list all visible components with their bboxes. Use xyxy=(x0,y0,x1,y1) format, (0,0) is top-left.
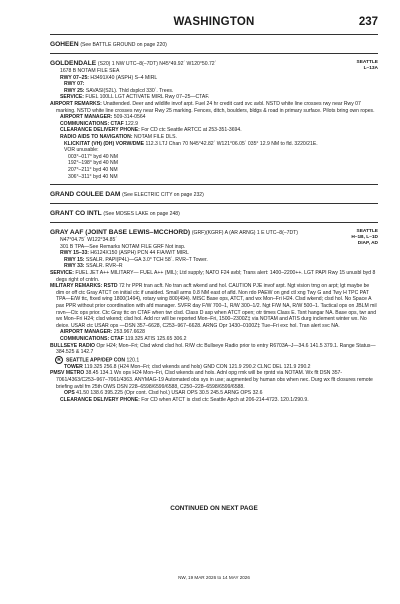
detail-line xyxy=(50,257,378,264)
detail-text: 120.1 xyxy=(125,357,140,364)
detail-label: MILITARY REMARKS: RSTD xyxy=(50,283,118,290)
detail-label: BULLSEYE RADIO xyxy=(50,342,95,349)
detail-label: OPS xyxy=(64,390,75,397)
entry-divider xyxy=(50,184,378,185)
position-line: N47°04.75´ W122°34.85´ xyxy=(60,237,118,244)
detail-label: RWY 07: xyxy=(64,81,85,88)
detail-line xyxy=(50,356,378,364)
airport-details xyxy=(50,250,378,403)
detail-text: SSALR. PAPI(P4L)—GA 3.0° TCH 58´. RVR–T Tower. xyxy=(84,256,208,263)
vor-unusable-line: 207°–211° byd 40 NM xyxy=(68,166,118,173)
vor-unusable-line: 192°–198° byd 40 NM xyxy=(68,160,118,167)
detail-line xyxy=(50,114,378,121)
vor-unusable-line: 306°–311° byd 40 NM xyxy=(68,173,118,180)
vor-unusable-line: VOR unusable: xyxy=(64,147,99,154)
elevation-line: 301 B TPA—See Remarks NOTAM FILE GRF Not insp. xyxy=(60,243,186,250)
detail-line xyxy=(50,364,378,371)
detail-text: FUEL JET A++ MILITARY— FUEL A++ (MIL); Ltd supply; NATO F24 avbl; Trans alert: 1400–2200++. LGT PAPI Rwy 15 unusbl byd 8 degs right of cntrln. xyxy=(56,270,376,283)
detail-label: COMMUNICATIONS: CTAF xyxy=(60,336,124,342)
detail-label: PMSV METRO xyxy=(50,370,85,377)
detail-label: SEATTLE APP/DEP CON xyxy=(66,357,126,364)
detail-text: 38.45 134.1 Wx ops H24 Mon–Fri, Clsd wkends and hols. Adnl opg rmk will be rpntd via NOTAM. Wx flt DSN 357-7061/4363/C253–967–7061/4363. ANYMAG-19 Automated obs sys in use; augmented by human obs when nec. Durg wx flt closures remote briefing avbl fm 25th OWS DSN 228–6598/6599/6588, C250–228–6598/6599/6588. xyxy=(56,370,373,390)
detail-text: For CD when ATCT is clsd ctc Seattle Apch at 206-214-4723. 120.1/290.9. xyxy=(139,396,309,403)
detail-line xyxy=(50,127,378,134)
page-header xyxy=(50,16,378,34)
entry-grand-coulee-dam xyxy=(50,191,378,199)
detail-line xyxy=(50,94,378,101)
detail-label: RWY 25: xyxy=(64,87,85,94)
detail-label: SERVICE: xyxy=(50,270,74,277)
detail-line xyxy=(50,75,378,82)
cross-reference: (See ELECTRIC CITY on page 232) xyxy=(122,192,204,199)
detail-line xyxy=(50,397,378,404)
detail-text: 122.9 xyxy=(123,120,138,127)
airport-details xyxy=(50,75,378,148)
detail-line xyxy=(50,343,378,356)
detail-text: Unattended. Deer and wildlife invof arpt. Fuel 24 hr credit card svc avbl. NSTD white line crosses rwy near Rwy 07 marking. NSTD white line crosses rwy near Rwy 25 marking. Fences, ditch, boulders, bldgs & road in primary surface. Pilots bring own ropes. xyxy=(56,100,375,114)
chart-reference: SEATTLE L–13A xyxy=(356,60,378,71)
detail-text: For CD ctc Seattle ARTCC at 253-351-3694. xyxy=(139,127,242,134)
header-rule xyxy=(50,34,378,35)
detail-text: 112.3 LTJ Chan 70 N45°42.82´ W121°06.05´ 035° 12.9 NM to fld. 3220/21E. xyxy=(144,140,318,147)
detail-label: RWY 07–25: xyxy=(60,74,89,81)
detail-line xyxy=(50,81,378,88)
detail-line xyxy=(50,329,378,336)
radar-circle-icon: R xyxy=(55,356,63,364)
page-content xyxy=(50,41,378,405)
detail-text: SAVASI(S2L). Thld dsplcd 330´. Trees. xyxy=(84,87,174,94)
detail-line xyxy=(50,283,378,329)
detail-line xyxy=(50,370,378,390)
entry-divider xyxy=(50,222,378,223)
detail-text: 41.50 138.6 395.225 (Opr cont. Clsd hol.) USAR OPS 30.5 245.5 ARNG OPS 32.6 xyxy=(74,390,263,397)
airport-name: GOLDENDALE xyxy=(50,60,97,67)
detail-text: 119.325 ATIS 125.65 306.2 xyxy=(123,336,187,342)
cross-reference: (See BATTLE GROUND on page 220) xyxy=(80,42,167,48)
detail-label: RWY 15–33: xyxy=(60,250,89,257)
airport-name: GRANT CO INTL xyxy=(50,210,102,218)
vor-unusable xyxy=(50,147,378,180)
cross-reference: (See MOSES LAKE on page 248) xyxy=(103,211,180,218)
detail-line xyxy=(50,263,378,270)
detail-text: 253.967.6628 xyxy=(112,329,145,336)
detail-text: Opr H24; Mon–Fri; Clsd wknd clsd hol. R/W ctc Bullseye Radio prior to entry R6703A–J—34.6 141.5 379.1. Range Status—384.525 & 142.7 xyxy=(56,342,376,356)
detail-label: RWY 15: xyxy=(64,256,85,263)
detail-label: COMMUNICATIONS: CTAF xyxy=(60,120,124,127)
airport-name: GOHEEN xyxy=(50,41,79,48)
detail-label: TOWER xyxy=(64,363,83,370)
detail-text: H6124X150 (ASPH) PCN 44 F/A/W/T MIRL xyxy=(88,250,189,257)
entry-divider xyxy=(50,203,378,204)
detail-line xyxy=(50,270,378,283)
airport-ident: (S20) 1 NW UTC–8(–7DT) N45°49.92´ W120°50.72´ xyxy=(97,61,217,67)
detail-text: NOTAM FILE DLS. xyxy=(132,133,177,140)
vor-unusable-line: 003°–017° byd 40 NM xyxy=(68,153,118,160)
detail-label: RADIO AIDS TO NAVIGATION: xyxy=(60,133,133,140)
chart-reference: SEATTLE H–1B, L–1D DIAP, AD xyxy=(351,229,378,247)
detail-text: SSALR. RVR–R xyxy=(84,263,123,270)
detail-text: 119.325 256.8 (H24 Mon–Fri; clsd wkends and hols) GND CON 121.9 290.2 CLNC DEL 121.9 290.2 xyxy=(82,363,311,370)
detail-label: AIRPORT MANAGER: xyxy=(60,114,113,121)
detail-line xyxy=(50,336,378,343)
detail-line xyxy=(50,134,378,141)
detail-text: 509-314-0564 xyxy=(112,114,146,121)
detail-line xyxy=(50,141,378,148)
airport-name: GRAND COULEE DAM xyxy=(50,191,121,199)
entry-gray-aaf xyxy=(50,229,378,403)
entry-goldendale xyxy=(50,60,378,180)
detail-line xyxy=(50,390,378,397)
detail-line xyxy=(50,101,378,114)
detail-line xyxy=(50,121,378,128)
state-title: WASHINGTON xyxy=(173,16,255,28)
detail-label: AIRPORT REMARKS: xyxy=(50,100,102,107)
detail-label: CLEARANCE DELIVERY PHONE: xyxy=(60,127,140,134)
detail-line xyxy=(50,88,378,95)
effective-dates: NW, 19 MAR 2026 to 14 MAY 2026 xyxy=(178,575,250,580)
detail-text: FUEL 100LL LGT ACTIVATE MIRL Rwy 07–25—CTAF. xyxy=(83,94,210,101)
elevation-line: 1678 B NOTAM FILE SEA xyxy=(60,68,120,74)
airport-name: GRAY AAF (JOINT BASE LEWIS–MCCHORD) xyxy=(50,229,191,237)
entry-goheen xyxy=(50,41,378,49)
detail-text: H3491X40 (ASPH) S–4 MIRL xyxy=(88,74,158,81)
continued-notice: CONTINUED ON NEXT PAGE xyxy=(170,505,258,512)
detail-line xyxy=(50,250,378,257)
detail-text: 72 hr PPR tran acft. No tran acft wkend and hol. CAUTION PJE invof arpt. Ngt vision trng on arpt; lgt maybe be dim or off ctc Gray ATCT on initial ctc if unaided. Small arms 0.8 NM east of afld. Non rdo PAEW on gnd ctl xng Twy G and Twy H TPC PAT TPA—E/W ttc, fixed wing 1800(1494), rotary wing 800(494). MISC Base ops, ATCT, and wx Mon–Fri H24. Clsd wkend; clsd hol. No Space A pax PPR without prior coordination with afd manager. SVFR day F/W 700–1, R/W 300–1/2. Ngt F/W NA, R/W 500–1. Tactical ops on JBLM mil rsvn—Ctc ops prior. Ctc Gray ttc on CTAF when twr clsd. Class D asp when ATCT open; otr times Class E. Tsnt hangar NA. Base ops, twr and wx Mon–Fri H24; clsd wkend; clsd hol. Add rcr will be reported Mon–Fri, 1500–2300Z‡ via NOTAM and ATIS durg inclement winter wx. No deice. USAR ctc USAR ops —DSN 357–6628, C253–967–6628. ARNG Opr 1430–0100Z‡ Tue–Fri exc hol. Tran alert svc NA. xyxy=(56,283,377,329)
entry-grant-co-intl xyxy=(50,210,378,218)
airport-ident: (GRF)(KGRF) A (AR ARNG) 1 E UTC–8(–7DT) xyxy=(191,230,298,237)
entry-divider xyxy=(50,53,378,54)
detail-label: KLICKITAT (VH) (DH) VORW/DME xyxy=(64,140,145,147)
detail-label: RWY 33: xyxy=(64,263,85,270)
page-number: 237 xyxy=(358,16,378,28)
detail-label: AIRPORT MANAGER: xyxy=(60,329,113,336)
detail-label: CLEARANCE DELIVERY PHONE: xyxy=(60,396,140,403)
detail-label: SERVICE: xyxy=(60,94,84,101)
